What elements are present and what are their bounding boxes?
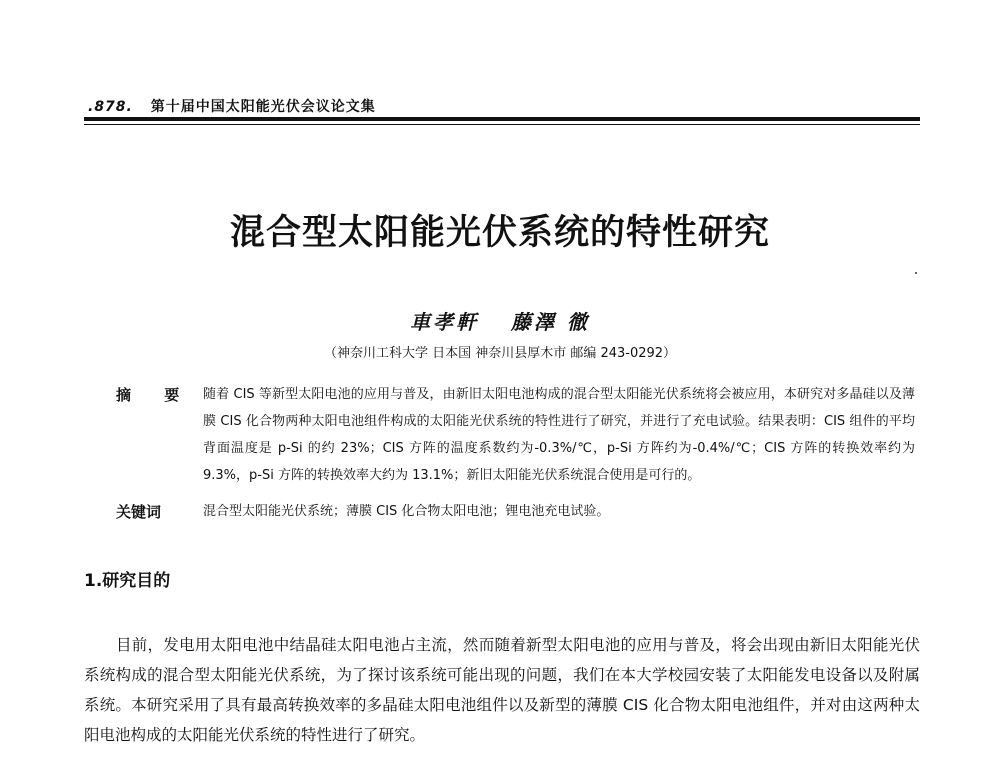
abstract-label: 摘 要 bbox=[116, 386, 194, 404]
paper-title: 混合型太阳能光伏系统的特性研究 bbox=[229, 213, 770, 253]
header-rule-thin bbox=[84, 124, 920, 125]
section-heading: 1.研究目的 bbox=[84, 571, 171, 591]
proceedings-title: 第十届中国太阳能光伏会议论文集 bbox=[150, 99, 376, 115]
keywords-text: 混合型太阳能光伏系统；薄膜 CIS 化合物太阳电池；锂电池充电试验。 bbox=[203, 504, 610, 519]
running-header bbox=[88, 96, 376, 116]
keywords-label: 关键词 bbox=[116, 503, 162, 521]
author-1: 車孝軒 bbox=[410, 310, 480, 334]
body-paragraph: 目前，发电用太阳电池中结晶硅太阳电池占主流，然而随着新型太阳电池的应用与普及，将会出现由新旧太阳能光伏系统构成的混合型太阳能光伏系统，为了探讨该系统可能出现的问题，我们在本大学校园安装了太阳能发电设备以及附属系统。本研究采用了具有最高转换效率的多晶硅太阳电池组件以及新型的薄膜 CIS 化合物太阳电池组件，并对由这两种太阳电池构成的太阳能光伏系统的特性进行了研究。 bbox=[84, 636, 920, 744]
affiliation: （神奈川工科大学 日本国 神奈川县厚木市 邮编 243-0292） bbox=[323, 346, 677, 361]
author-list bbox=[0, 306, 1000, 335]
header-rule-thick bbox=[84, 117, 920, 121]
scan-speck bbox=[915, 272, 917, 274]
page-number: .878. bbox=[88, 99, 133, 115]
author-2: 藤澤 徹 bbox=[511, 310, 590, 334]
abstract-text: 随着 CIS 等新型太阳电池的应用与普及，由新旧太阳电池构成的混合型太阳能光伏系统将会被应用，本研究对多晶硅以及薄膜 CIS 化合物两种太阳电池组件构成的太阳能光伏系统的特性进行了研究，并进行了充电试验。结果表明：CIS 组件的平均背面温度是 p-Si 的约 23%；CIS 方阵的温度系数约为-0.3%/℃，p-Si 方阵约为-0.4%/℃；CIS 方阵的转换效率约为 9.3%，p-Si 方阵的转换效率大约为 13.1%；新旧太阳能光伏系统混合使用是可行的。 bbox=[203, 387, 915, 483]
